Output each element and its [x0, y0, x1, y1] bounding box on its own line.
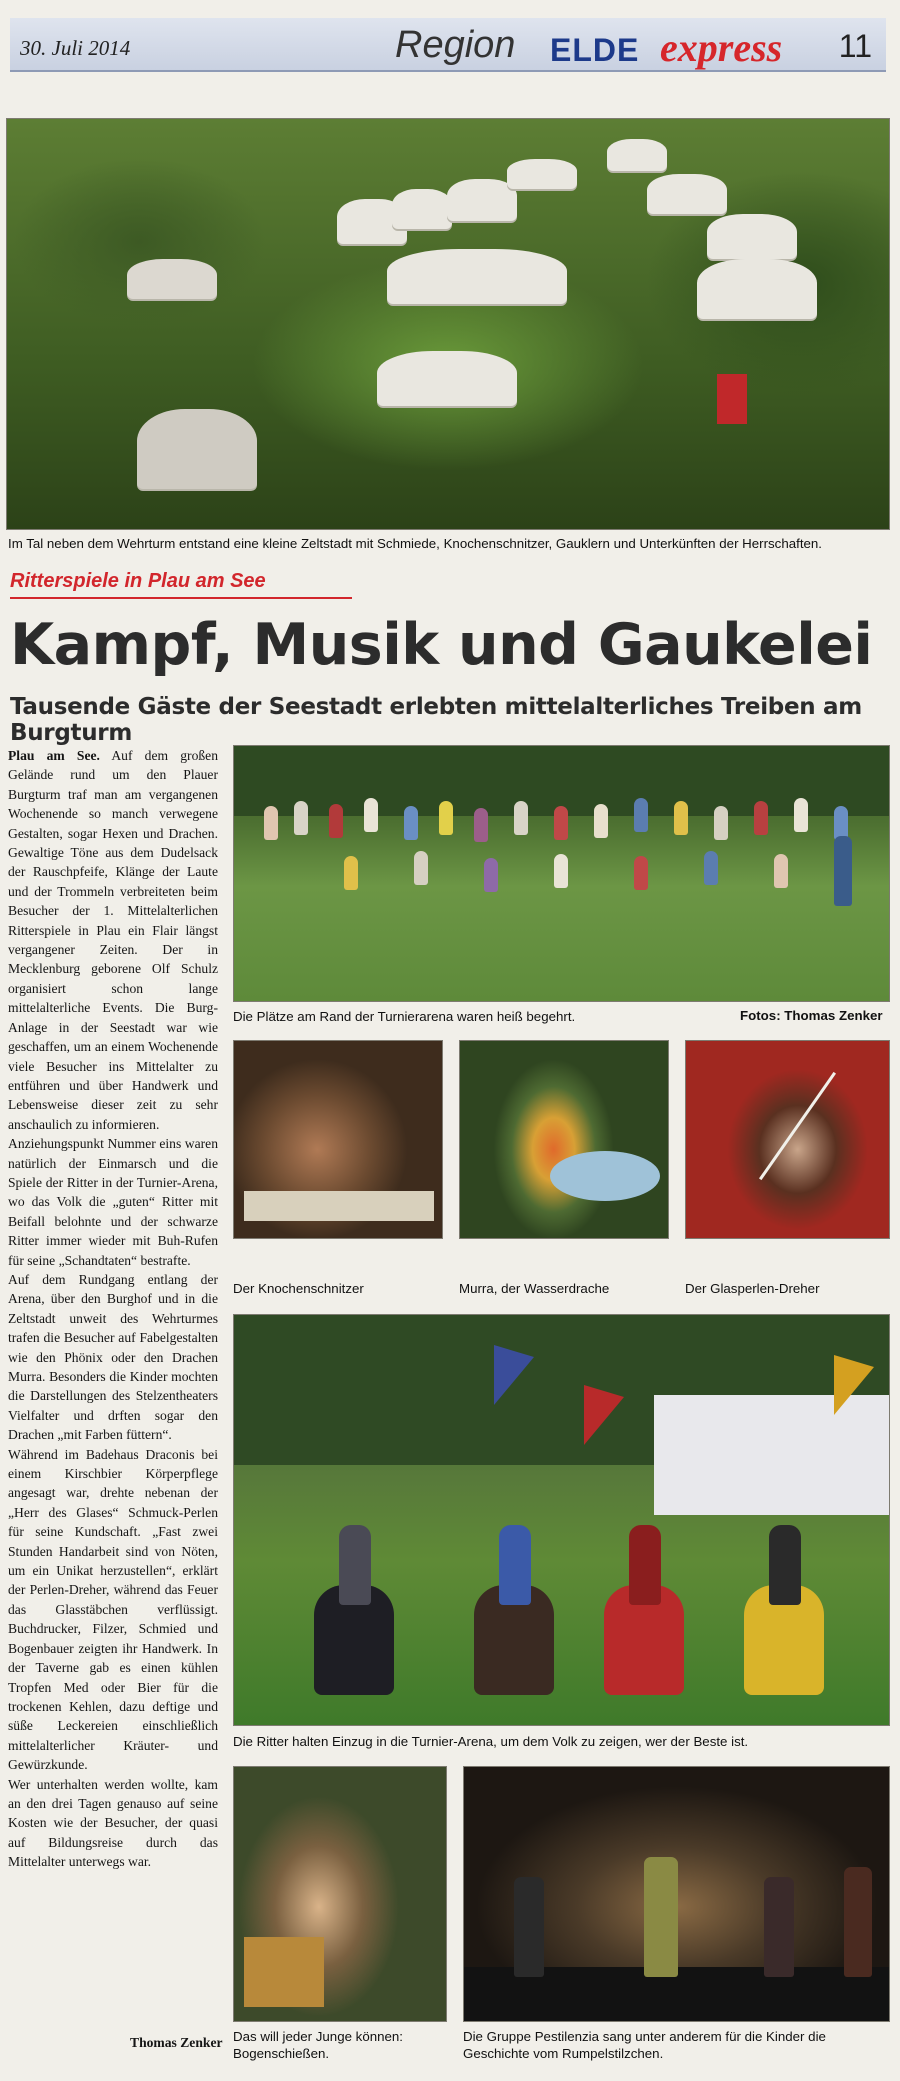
- spectator: [264, 806, 278, 840]
- bone-carver-caption: Der Knochenschnitzer: [233, 1281, 364, 1296]
- article-headline: Kampf, Musik und Gaukelei: [10, 612, 873, 678]
- band-caption: Die Gruppe Pestilenzia sang unter anderem für die Kinder die Geschichte vom Rumpelstilzchen.: [463, 2029, 826, 2061]
- masthead: [10, 18, 886, 72]
- spectator: [484, 858, 498, 892]
- paragraph: Während im Badehaus Draconis bei einem Kirschbier Körperpflege angesagt war, drehte nebenan der „Herr des Glases“ Schmuck-Perlen für seine Kundschaft. „Fast zwei Stunden Handarbeit sind von Nöten, um ein Unikat herzustellen“, erklärt der Perlen-Dreher, während das Feuer das Glasstäbchen verflüssigt. Buchdrucker, Filzer, Schmied und Bogenbauer zeigten ihr Handwerk. In der Taverne gab es einen kühlen Tropfen Med oder Bier für die trockenen Kehlen, dazu deftige und süße Leckereien einschließlich mittelalterlicher Kräuter- und Gewürzkunde.: [8, 1446, 218, 1773]
- spectator: [774, 854, 788, 888]
- photo-credit: Fotos: Thomas Zenker: [740, 1008, 883, 1023]
- brand-elde: ELDE: [550, 32, 640, 68]
- water-dragon-photo: [459, 1040, 669, 1239]
- musician: [644, 1857, 678, 1977]
- tent: [697, 259, 817, 319]
- tent: [392, 189, 452, 229]
- dateline: Plau am See.: [8, 748, 100, 763]
- issue-date: 30. Juli 2014: [20, 36, 131, 60]
- glass-bead-photo: [685, 1040, 890, 1239]
- tent: [127, 259, 217, 299]
- paragraph: Anziehungspunkt Nummer eins waren natürlich der Einmarsch und die Spiele der Ritter in der Turnier-Arena, wo das Volk die „guten“ Ritter mit Beifall belohnte und der schwarze Ritter immer wieder mit Buh-Rufen für seine „Schandtaten“ bestrafte.: [8, 1136, 218, 1268]
- tent-photo-caption: Im Tal neben dem Wehrturm entstand eine kleine Zeltstadt mit Schmiede, Knochenschnitzer, Gauklern und Unterkünften der Herrschaften.: [8, 536, 822, 551]
- glass-rod: [759, 1072, 836, 1180]
- red-knight: [614, 1495, 674, 1695]
- archery-photo: [233, 1766, 447, 2022]
- musician: [844, 1867, 872, 1977]
- crowd-photo: [233, 745, 890, 1002]
- spectator: [634, 798, 648, 832]
- spectator: [834, 836, 852, 906]
- article-kicker: Ritterspiele in Plau am See: [10, 570, 266, 592]
- article-body: [8, 746, 218, 2056]
- glass-bead-caption: Der Glasperlen-Dreher: [685, 1281, 820, 1296]
- spectator: [414, 851, 428, 885]
- spectator: [594, 804, 608, 838]
- water-dragon-caption: Murra, der Wasserdrache: [459, 1281, 610, 1296]
- tent: [607, 139, 667, 171]
- blue-knight: [484, 1495, 544, 1695]
- spectator: [474, 808, 488, 842]
- spectator: [294, 801, 308, 835]
- article-author: Thomas Zenker: [130, 2035, 223, 2050]
- musician: [514, 1877, 544, 1977]
- musician: [764, 1877, 794, 1977]
- page-number: 11: [838, 28, 872, 64]
- spectator: [404, 806, 418, 840]
- spectator: [344, 856, 358, 890]
- kicker-underline: [10, 597, 352, 599]
- tent: [137, 409, 257, 489]
- tent: [647, 174, 727, 214]
- paragraph: Wer unterhalten werden wollte, kam an den drei Tagen genauso auf seine Kosten wie der Besucher, der quasi auf Bildungsreise durch das Mittelalter unterwegs war.: [8, 1776, 218, 1870]
- spectator: [674, 801, 688, 835]
- knights-photo-caption: Die Ritter halten Einzug in die Turnier-Arena, um dem Volk zu zeigen, wer der Beste ist.: [233, 1734, 749, 1749]
- spectator: [514, 801, 528, 835]
- spectator: [554, 854, 568, 888]
- workbench: [244, 1191, 434, 1221]
- paragraph: Plau am See. Auf dem großen Gelände rund um den Plauer Burgturm traf man am vergangenen Wochenende so manch verwegene Gestalten, sogar Hexen und Drachen. Gewaltige Töne aus dem Dudelsack der Rauschpfeife, Klänge der Laute und der Trommeln verbreiteten beim Besucher der 1. Mittelalterlichen Ritterspiele in Plau ein Flair längst vergangener Zeiten. Der in Mecklenburg geborene Olf Schulz organisiert schon lange mittelalterliche Events. Die Burg-Anlage in der Seestadt war wie geschaffen, um an einem Wochenende viele Besucher ins Mittelalter zu entführen und über Handwerk und Lebensweise dieser zeit zu sehr anschaulich zu informieren.: [8, 748, 218, 1132]
- bone-carver-photo: [233, 1040, 443, 1239]
- band-photo: [463, 1766, 890, 2022]
- spectator: [704, 851, 718, 885]
- brand-express: express: [660, 25, 783, 70]
- spectator: [754, 801, 768, 835]
- spectator: [714, 806, 728, 840]
- archery-caption: Das will jeder Junge können: Bogenschießen.: [233, 2029, 404, 2061]
- spectator: [554, 806, 568, 840]
- arrow-quiver: [244, 1937, 324, 2007]
- article-subheadline: Tausende Gäste der Seestadt erlebten mittelalterliches Treiben am Burgturm: [10, 694, 862, 746]
- tent-village-photo: [6, 118, 890, 530]
- spectator: [439, 801, 453, 835]
- black-knight: [324, 1495, 384, 1695]
- spectator: [634, 856, 648, 890]
- tent: [387, 249, 567, 304]
- spectator: [794, 798, 808, 832]
- paragraph: Auf dem Rundgang entlang der Arena, über den Burghof und in die Zeltstadt unweit des Wehrturmes trafen die Besucher auf Fabelgestalten wie den Phönix oder den Drachen Murra. Besonders die Kinder mochten die Darstellungen des Stelzentheaters Vielfalter und drften sogar den Drachen „mit Farben füttern“.: [8, 1271, 218, 1443]
- tent: [707, 214, 797, 259]
- section-label: Region: [395, 24, 516, 66]
- knights-photo: [233, 1314, 890, 1726]
- spectator: [329, 804, 343, 838]
- yellow-knight: [754, 1495, 814, 1695]
- spectator: [364, 798, 378, 832]
- banner: [717, 374, 747, 424]
- crowd-photo-caption: Die Plätze am Rand der Turnierarena waren heiß begehrt.: [233, 1009, 576, 1024]
- tent: [507, 159, 577, 189]
- tent: [377, 351, 517, 406]
- dragon-prop: [550, 1151, 660, 1201]
- spectator: [834, 806, 848, 840]
